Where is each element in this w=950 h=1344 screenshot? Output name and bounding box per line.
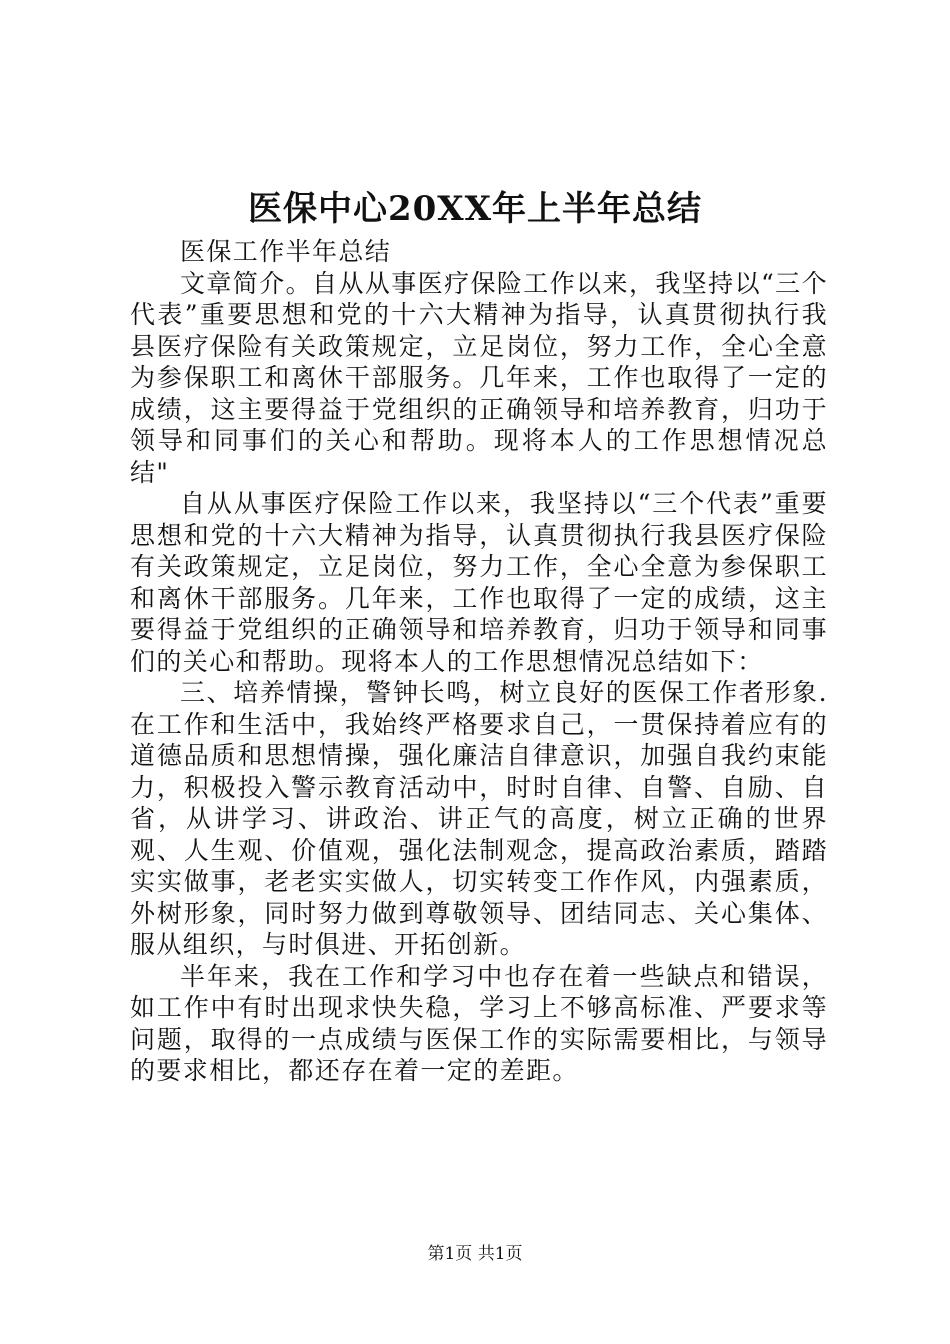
page-footer: 第1页 共1页 — [427, 1244, 523, 1264]
document-body — [130, 236, 828, 1087]
paragraph-shortcomings: 半年来，我在工作和学习中也存在着一些缺点和错误，如工作中有时出现求快失稳，学习上不够高标准、严要求等问题，取得的一点成绩与医保工作的实际需要相比，与领导的要求相比，都还存在着一定的差距。 — [130, 961, 828, 1085]
paragraph-section-three: 三、培养情操，警钟长鸣，树立良好的医保工作者形象.在工作和生活中，我始终严格要求自己，一贯保持着应有的道德品质和思想情操，强化廉洁自律意识，加强自我约束能力，积极投入警示教育活动中，时时自律、自警、自励、自省，从讲学习、讲政治、讲正气的高度，树立正确的世界观、人生观、价值观，强化法制观念，提高政治素质，踏踏实实做事，老老实实做人，切实转变工作作风，内强素质，外树形象，同时努力做到尊敬领导、团结同志、关心集体、服从组织，与时俱进、开拓创新。 — [130, 678, 828, 959]
document-title: 医保中心20XX年上半年总结 — [247, 189, 703, 229]
paragraph-subtitle: 医保工作半年总结 — [180, 237, 392, 266]
paragraph-intro: 文章简介。自从从事医疗保险工作以来，我坚持以“三个代表”重要思想和党的十六大精神为指导，认真贯彻执行我县医疗保险有关政策规定，立足岗位，努力工作，全心全意为参保职工和离休干部服务。几年来，工作也取得了一定的成绩，这主要得益于党组织的正确领导和培养教育，归功于领导和同事们的关心和帮助。现将本人的工作思想情况总结" — [130, 268, 828, 487]
paragraph-summary: 自从从事医疗保险工作以来，我坚持以“三个代表”重要思想和党的十六大精神为指导，认真贯彻执行我县医疗保险有关政策规定，立足岗位，努力工作，全心全意为参保职工和离休干部服务。几年来，工作也取得了一定的成绩，这主要得益于党组织的正确领导和培养教育，归功于领导和同事们的关心和帮助。现将本人的工作思想情况总结如下： — [130, 489, 828, 676]
